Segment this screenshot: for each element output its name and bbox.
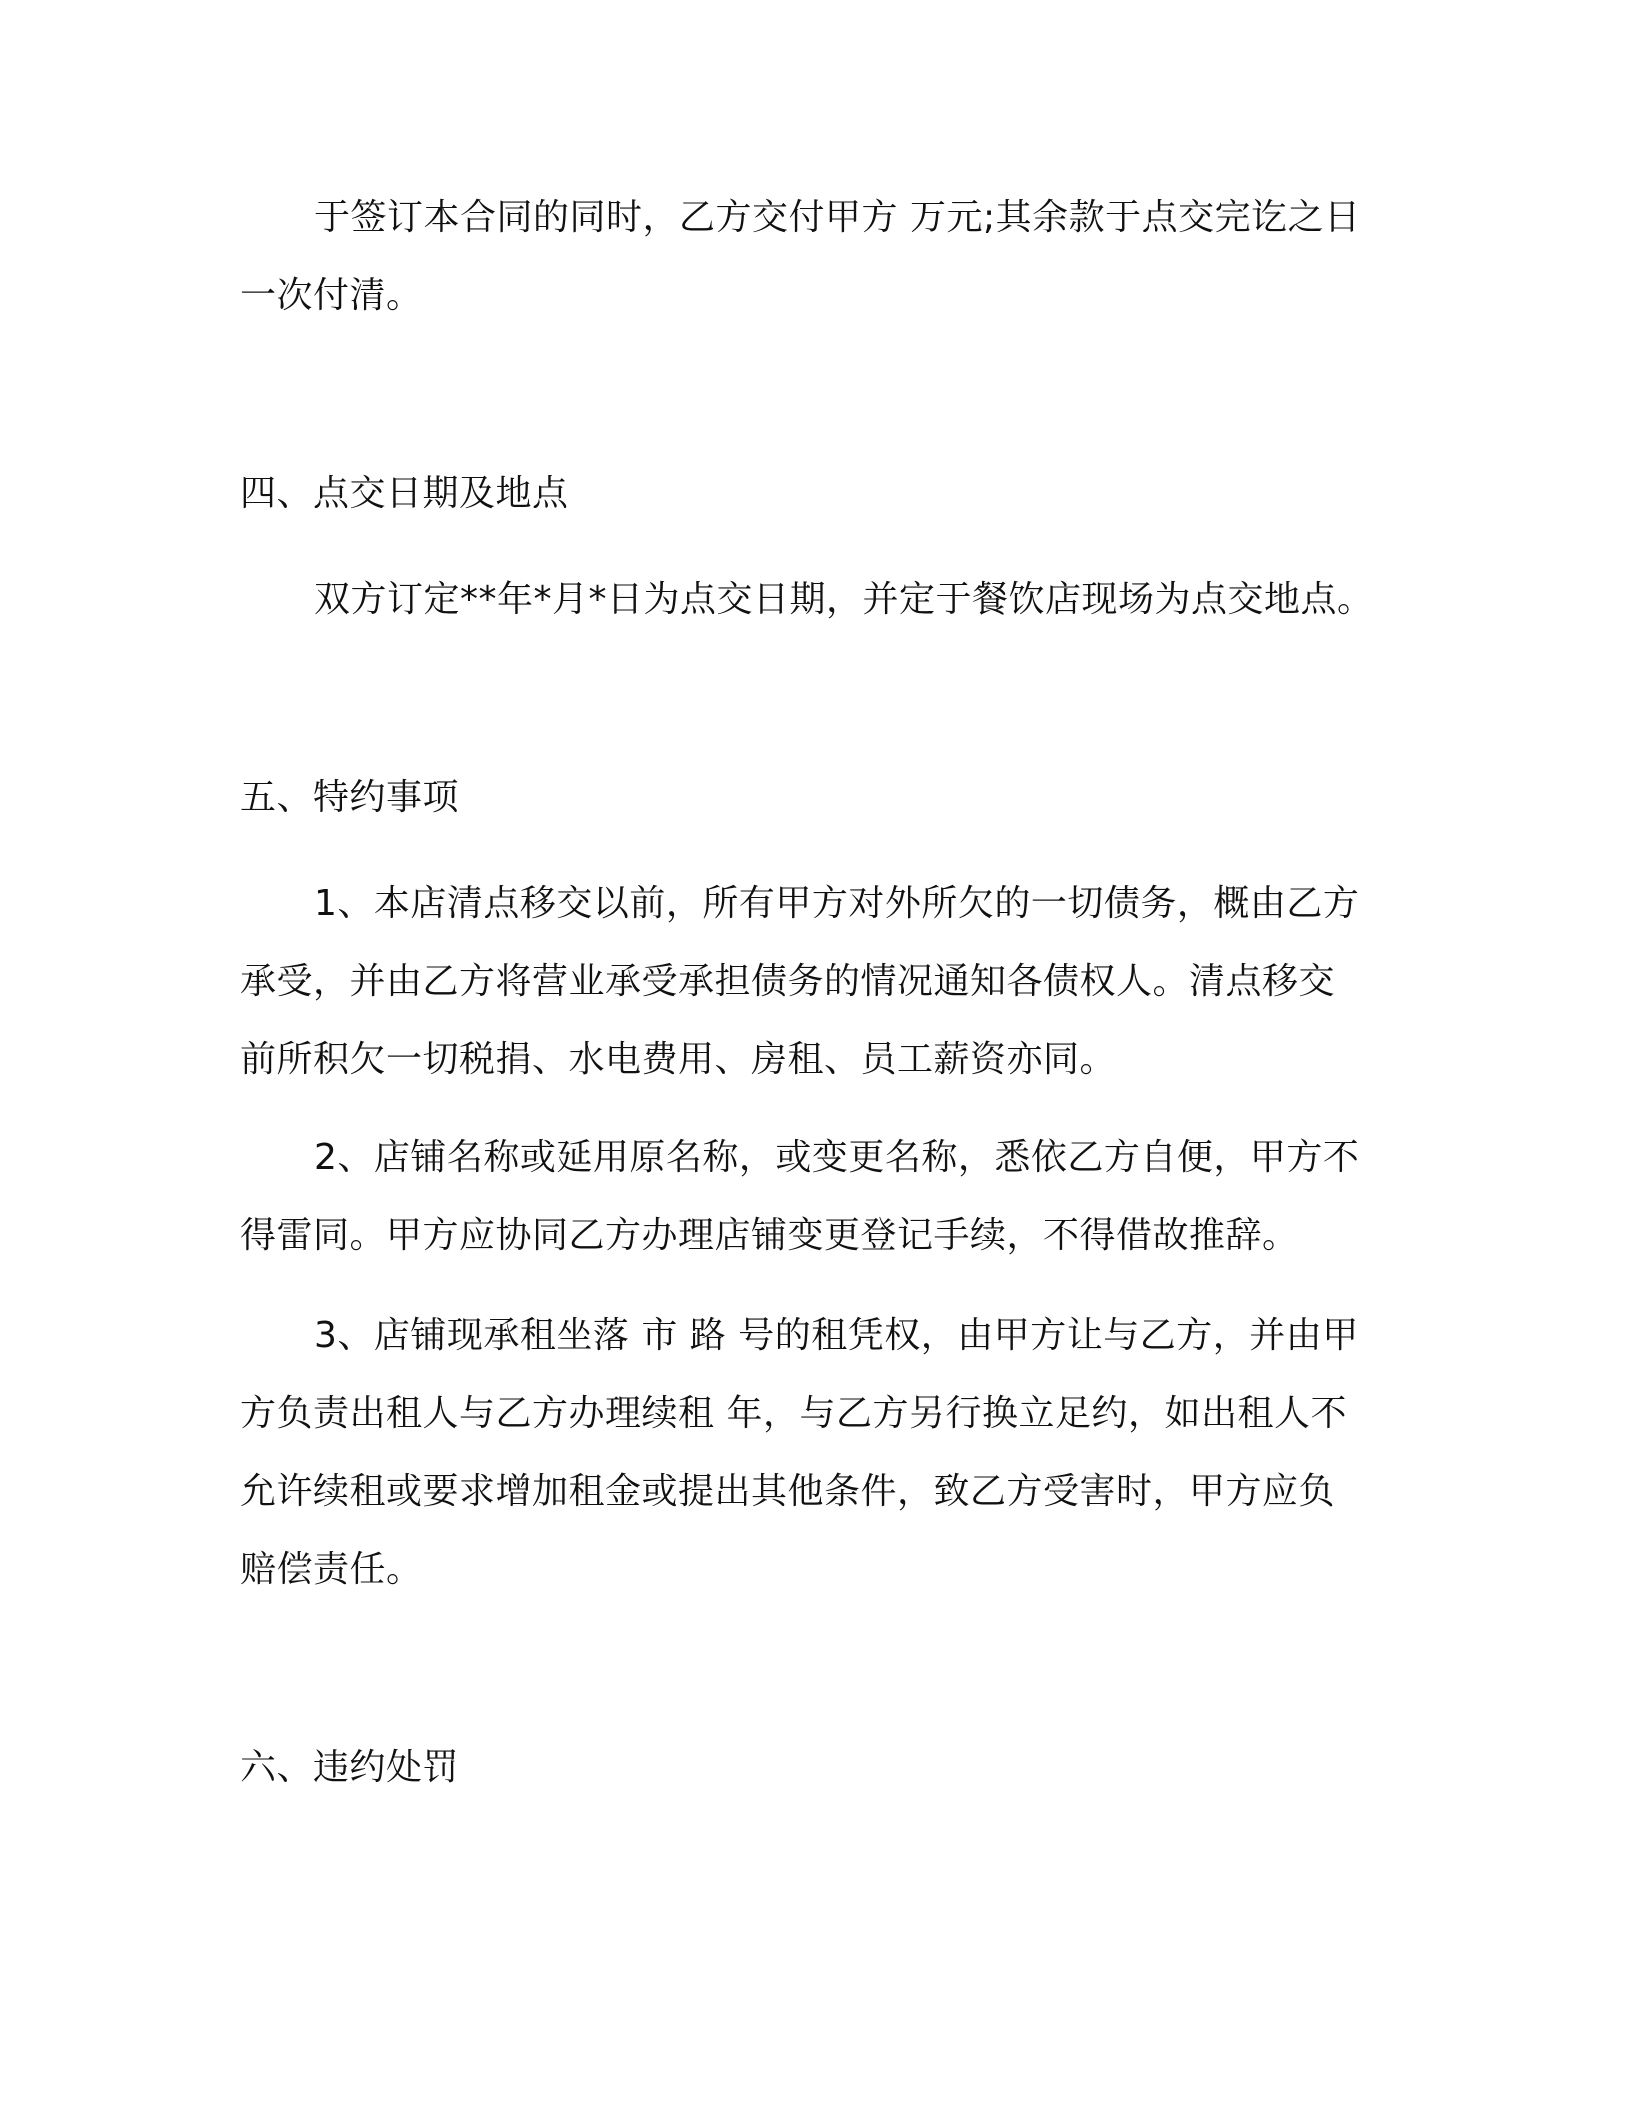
section-4-heading: 四、点交日期及地点 bbox=[240, 473, 569, 514]
payment-paragraph-line-2: 一次付清。 bbox=[240, 275, 423, 316]
item-1-line-3: 前所积欠一切税捐、水电费用、房租、员工薪资亦同。 bbox=[240, 1039, 1117, 1080]
item-2-line-1: 2、店铺名称或延用原名称，或变更名称，悉依乙方自便，甲方不 bbox=[314, 1137, 1360, 1178]
item-3-line-2: 方负责出租人与乙方办理续租 年，与乙方另行换立足约，如出租人不 bbox=[240, 1393, 1347, 1434]
payment-paragraph-line-1: 于签订本合同的同时，乙方交付甲方 万元;其余款于点交完讫之日 bbox=[314, 197, 1361, 238]
item-3-line-1: 3、店铺现承租坐落 市 路 号的租凭权，由甲方让与乙方，并由甲 bbox=[314, 1315, 1359, 1356]
item-2-line-2: 得雷同。甲方应协同乙方办理店铺变更登记手续，不得借故推辞。 bbox=[240, 1215, 1299, 1256]
item-3-line-4: 赔偿责任。 bbox=[240, 1549, 423, 1590]
item-1-line-1: 1、本店清点移交以前，所有甲方对外所欠的一切债务，概由乙方 bbox=[314, 883, 1360, 924]
section-6-heading: 六、违约处罚 bbox=[240, 1747, 460, 1788]
section-5-heading: 五、特约事项 bbox=[240, 777, 460, 818]
item-3-line-3: 允许续租或要求增加租金或提出其他条件，致乙方受害时，甲方应负 bbox=[240, 1471, 1336, 1512]
item-1-line-2: 承受，并由乙方将营业承受承担债务的情况通知各债权人。清点移交 bbox=[240, 961, 1336, 1002]
section-4-body: 双方订定**年*月*日为点交日期，并定于餐饮店现场为点交地点。 bbox=[314, 579, 1374, 620]
